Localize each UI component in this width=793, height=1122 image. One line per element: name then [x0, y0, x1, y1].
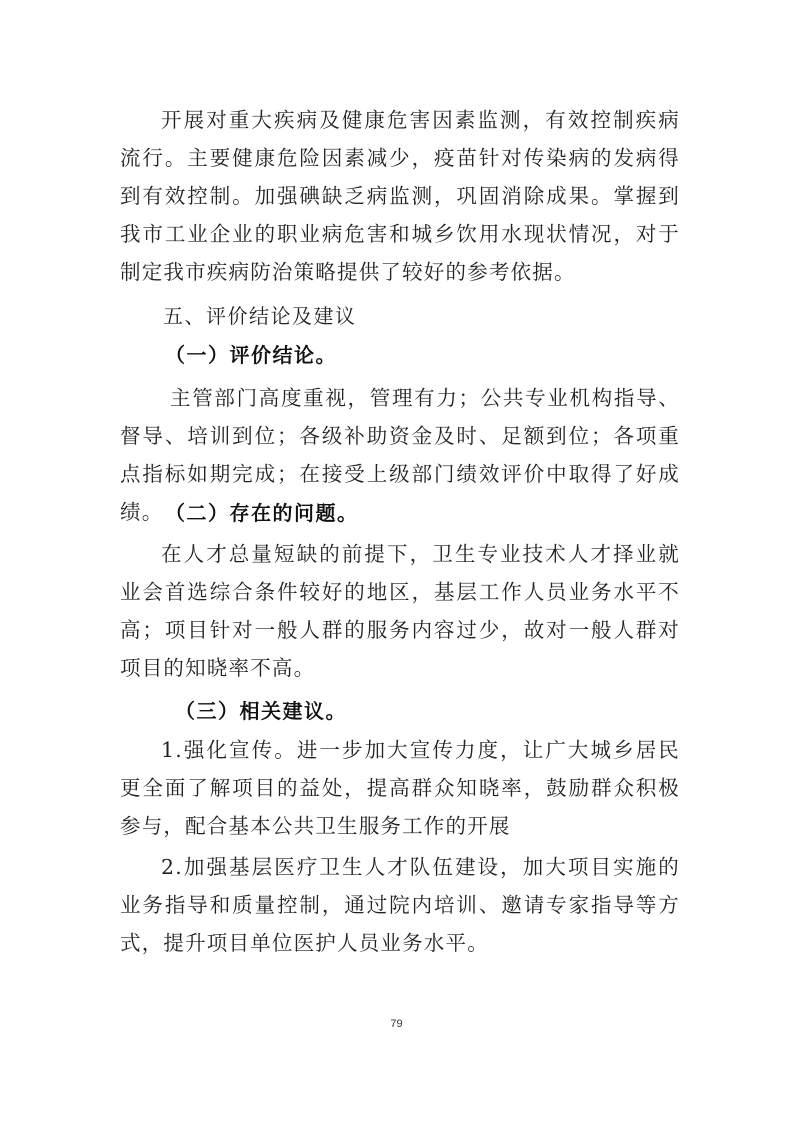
- subsection-title-problems: （二）存在的问题。: [165, 501, 359, 525]
- section-title-evaluation-conclusion: 五、评价结论及建议: [163, 304, 357, 328]
- subsection-title-conclusion: （一）评价结论。: [165, 343, 337, 367]
- body-paragraph-health-monitoring: 开展对重大疾病及健康危害因素监测，有效控制疾病流行。主要健康危险因素减少，疫苗针对传染病的发病得到有效控制。加强碘缺乏病监测，巩固消除成果。掌握到我市工业企业的职业病危害和城乡饮用水现状情况，对于制定我市疾病防治策略提供了较好的参考依据。: [120, 108, 680, 284]
- subsection-title-suggestions: （三）相关建议。: [175, 699, 347, 723]
- page-number: 79: [390, 1018, 403, 1030]
- body-paragraph-problems: 在人才总量短缺的前提下，卫生专业技术人才择业就业会首选综合条件较好的地区，基层工作人员业务水平不高；项目针对一般人群的服务内容过少，故对一般人群对项目的知晓率不高。: [120, 542, 680, 680]
- suggestion-item-publicity: 1.强化宣传。进一步加大宣传力度，让广大城乡居民更全面了解项目的益处，提高群众知晓率，鼓励群众积极参与，配合基本公共卫生服务工作的开展: [120, 738, 680, 838]
- body-paragraph-conclusion: 主管部门高度重视，管理有力；公共专业机构指导、督导、培训到位；各级补助资金及时、足额到位；各项重点指标如期完成；在接受上级部门绩效评价中取得了好成绩。: [120, 386, 680, 524]
- suggestion-item-talent-building: 2.加强基层医疗卫生人才队伍建设，加大项目实施的业务指导和质量控制，通过院内培训、邀请专家指导等方式，提升项目单位医护人员业务水平。: [120, 855, 680, 955]
